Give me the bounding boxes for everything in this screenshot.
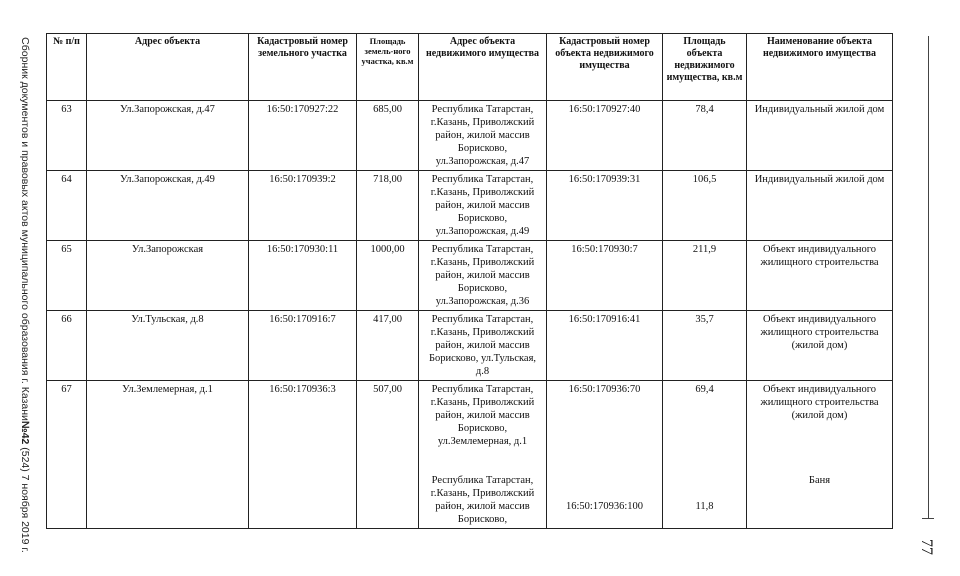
property-register-table bbox=[46, 33, 893, 529]
cell-num: 67 bbox=[47, 381, 87, 529]
table-row bbox=[47, 311, 893, 381]
name-prop-line-2: Баня bbox=[808, 475, 831, 486]
right-margin-rule bbox=[928, 36, 929, 518]
header-address: Адрес объекта bbox=[87, 34, 249, 101]
sub-entry-spacer bbox=[422, 448, 543, 474]
cell-name-prop: Индивидуальный жилой дом bbox=[747, 171, 893, 241]
address-prop-line-2: Республика Татарстан, г.Казань, Приволжский район, жилой массив Борисково, bbox=[430, 475, 535, 525]
cell-cad-land: 16:50:170936:3 bbox=[249, 381, 357, 529]
table-row bbox=[47, 171, 893, 241]
cell-name-prop: Объект индивидуального жилищного строительства bbox=[747, 241, 893, 311]
cell-num: 65 bbox=[47, 241, 87, 311]
area-prop-line-2: 11,8 bbox=[695, 501, 714, 512]
sub-entry-spacer bbox=[666, 396, 743, 500]
header-address-prop: Адрес объекта недвижимого имущества bbox=[419, 34, 547, 101]
table-row bbox=[47, 381, 893, 529]
cell-cad-prop: 16:50:170916:41 bbox=[547, 311, 663, 381]
table-row bbox=[47, 241, 893, 311]
cell-num: 63 bbox=[47, 101, 87, 171]
page-number: 77 bbox=[918, 539, 935, 555]
cell-cad-land: 16:50:170930:11 bbox=[249, 241, 357, 311]
cell-address-prop: Республика Татарстан, г.Казань, Приволжский район, жилой массив Борисково, ул.Запорожская, д.47 bbox=[419, 101, 547, 171]
cell-cad-prop: 16:50:170939:31 bbox=[547, 171, 663, 241]
header-area-land: Площадь земель-ного участка, кв.м bbox=[357, 34, 419, 101]
sub-entry-spacer bbox=[550, 396, 659, 500]
header-area-prop: Площадь объекта недвижимого имущества, кв.м bbox=[663, 34, 747, 101]
cell-cad-land: 16:50:170927:22 bbox=[249, 101, 357, 171]
issue-number: №42 bbox=[19, 420, 32, 445]
address-prop-line-1: Республика Татарстан, г.Казань, Приволжский район, жилой массив Борисково, ул.Землемерная, д.1 bbox=[430, 384, 535, 447]
cad-prop-line-2: 16:50:170936:100 bbox=[565, 501, 643, 512]
cell-area-land: 685,00 bbox=[357, 101, 419, 171]
cell-name-prop: Индивидуальный жилой дом bbox=[747, 101, 893, 171]
cell-num: 64 bbox=[47, 171, 87, 241]
cell-address-prop-group bbox=[419, 381, 547, 529]
cell-area-land: 417,00 bbox=[357, 311, 419, 381]
cell-address: Ул.Запорожская, д.49 bbox=[87, 171, 249, 241]
name-prop-line-1: Объект индивидуального жилищного строительства (жилой дом) bbox=[760, 384, 879, 421]
cell-address: Ул.Запорожская bbox=[87, 241, 249, 311]
cell-area-land: 1000,00 bbox=[357, 241, 419, 311]
cell-area-prop: 211,9 bbox=[663, 241, 747, 311]
cell-area-prop: 35,7 bbox=[663, 311, 747, 381]
cell-address-prop: Республика Татарстан, г.Казань, Приволжский район, жилой массив Борисково, ул.Запорожская, д.36 bbox=[419, 241, 547, 311]
header-cad-prop: Кадастровый номер объекта недвижимого имущества bbox=[547, 34, 663, 101]
cell-cad-land: 16:50:170939:2 bbox=[249, 171, 357, 241]
cell-cad-prop: 16:50:170930:7 bbox=[547, 241, 663, 311]
cell-name-prop-group bbox=[747, 381, 893, 529]
cell-cad-prop-group bbox=[547, 381, 663, 529]
cell-area-prop: 106,5 bbox=[663, 171, 747, 241]
header-num: № п/п bbox=[47, 34, 87, 101]
table-header-row bbox=[47, 34, 893, 101]
cell-address: Ул.Запорожская, д.47 bbox=[87, 101, 249, 171]
cad-prop-line-1: 16:50:170936:70 bbox=[568, 384, 641, 395]
cell-cad-land: 16:50:170916:7 bbox=[249, 311, 357, 381]
area-prop-line-1: 69,4 bbox=[695, 384, 714, 395]
table-row bbox=[47, 101, 893, 171]
issue-info bbox=[19, 421, 31, 553]
collection-title: Сборник документов и правовых актов муниципального образования г. Казани bbox=[19, 37, 32, 421]
header-name-prop: Наименование объекта недвижимого имущества bbox=[747, 34, 893, 101]
cell-area-prop-group bbox=[663, 381, 747, 529]
cell-address-prop: Республика Татарстан, г.Казань, Приволжский район, жилой массив Борисково, ул.Тульская, д.8 bbox=[419, 311, 547, 381]
side-running-header bbox=[12, 30, 38, 560]
issue-date: (524) 7 ноября 2019 г. bbox=[19, 444, 32, 553]
header-cad-land: Кадастровый номер земельного участка bbox=[249, 34, 357, 101]
cell-area-land: 507,00 bbox=[357, 381, 419, 529]
cell-address: Ул.Тульская, д.8 bbox=[87, 311, 249, 381]
sub-entry-spacer bbox=[750, 422, 889, 474]
cell-address: Ул.Землемерная, д.1 bbox=[87, 381, 249, 529]
cell-name-prop: Объект индивидуального жилищного строительства (жилой дом) bbox=[747, 311, 893, 381]
cell-num: 66 bbox=[47, 311, 87, 381]
cell-cad-prop: 16:50:170927:40 bbox=[547, 101, 663, 171]
cell-address-prop: Республика Татарстан, г.Казань, Приволжский район, жилой массив Борисково, ул.Запорожская, д.49 bbox=[419, 171, 547, 241]
right-margin-dash bbox=[922, 518, 934, 519]
cell-area-land: 718,00 bbox=[357, 171, 419, 241]
cell-area-prop: 78,4 bbox=[663, 101, 747, 171]
